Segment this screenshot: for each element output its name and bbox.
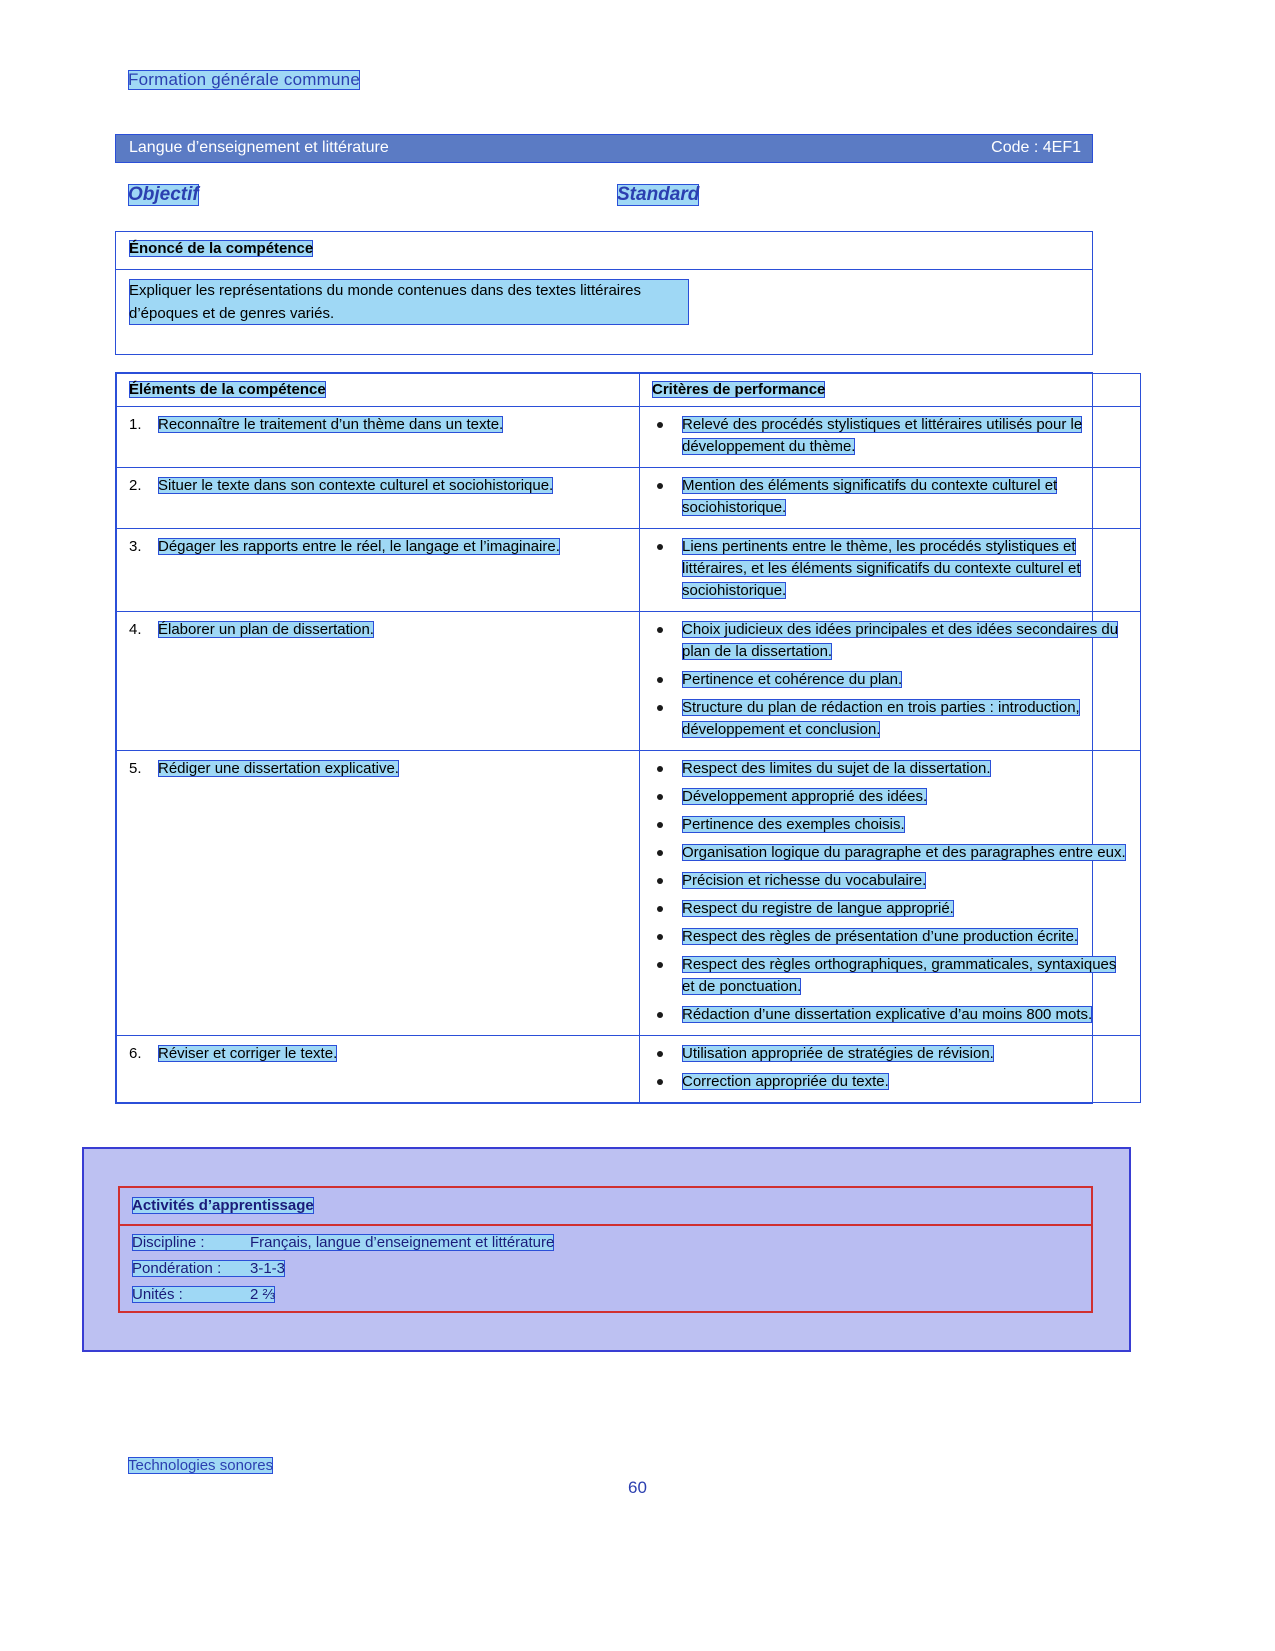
competence-statement-text: Expliquer les représentations du monde contenues dans des textes littéraires d’époques et de genres variés. xyxy=(129,279,689,325)
element-number: 1. xyxy=(129,416,142,433)
footer-page-number: 60 xyxy=(628,1478,647,1497)
bullet-icon xyxy=(657,1051,663,1057)
table-row xyxy=(117,529,1141,612)
divider xyxy=(120,1224,1091,1226)
divider xyxy=(116,269,1092,270)
competence-criteria-table xyxy=(115,372,1126,1104)
list-item xyxy=(648,842,1130,864)
element-number: 2. xyxy=(129,477,142,494)
objective-standard-headings xyxy=(128,184,1093,208)
element-text: Rédiger une dissertation explicative. xyxy=(158,760,399,777)
units-label: Unités : xyxy=(132,1286,183,1303)
discipline-label: Discipline : xyxy=(132,1234,205,1251)
bullet-icon xyxy=(657,794,663,800)
bullet-icon xyxy=(657,850,663,856)
bullet-icon xyxy=(657,1012,663,1018)
competence-statement-title: Énoncé de la compétence xyxy=(129,240,314,257)
list-item xyxy=(648,619,1130,663)
activities-ponderation-row xyxy=(132,1260,285,1277)
activities-units-row xyxy=(132,1286,275,1303)
criterion-text: Liens pertinents entre le thème, les procédés stylistiques et littéraires, et les éléments significatifs du contexte culturel et sociohistorique. xyxy=(682,538,1081,599)
program-line: Formation générale commune xyxy=(128,70,360,89)
element-cell xyxy=(117,468,640,529)
bullet-icon xyxy=(657,822,663,828)
table-row xyxy=(117,468,1141,529)
list-item xyxy=(648,898,1130,920)
criterion-text: Correction appropriée du texte. xyxy=(682,1073,889,1090)
element-number: 5. xyxy=(129,760,142,777)
criterion-text: Rédaction d’une dissertation explicative d’au moins 800 mots. xyxy=(682,1006,1093,1023)
criterion-text: Relevé des procédés stylistiques et littéraires utilisés pour le développement du thème. xyxy=(682,416,1083,455)
list-item xyxy=(648,1004,1130,1026)
criterion-text: Précision et richesse du vocabulaire. xyxy=(682,872,927,889)
element-cell xyxy=(117,529,640,612)
bullet-icon xyxy=(657,906,663,912)
bullet-icon xyxy=(657,677,663,683)
discipline-value: Français, langue d’enseignement et littérature xyxy=(250,1234,555,1251)
criterion-text: Pertinence et cohérence du plan. xyxy=(682,671,903,688)
criterion-text: Structure du plan de rédaction en trois parties : introduction, développement et conclusion. xyxy=(682,699,1080,738)
units-value: 2 ⅔ xyxy=(250,1286,276,1303)
list-item xyxy=(648,475,1130,519)
criterion-text: Respect des règles de présentation d’une production écrite. xyxy=(682,928,1079,945)
table-row xyxy=(117,612,1141,751)
competence-statement-box xyxy=(115,231,1093,355)
table-header-row xyxy=(117,374,1141,407)
element-number: 4. xyxy=(129,621,142,638)
criterion-text: Utilisation appropriée de stratégies de révision. xyxy=(682,1045,994,1062)
bullet-icon xyxy=(657,483,663,489)
criterion-text: Développement approprié des idées. xyxy=(682,788,928,805)
element-text: Élaborer un plan de dissertation. xyxy=(158,621,374,638)
element-text: Reconnaître le traitement d’un thème dans un texte. xyxy=(158,416,504,433)
list-item xyxy=(648,697,1130,741)
list-item xyxy=(648,814,1130,836)
criterion-text: Mention des éléments significatifs du contexte culturel et sociohistorique. xyxy=(682,477,1058,516)
element-number: 6. xyxy=(129,1045,142,1062)
bullet-icon xyxy=(657,1079,663,1085)
criteria-cell xyxy=(640,407,1141,468)
criterion-text: Respect des règles orthographiques, grammaticales, syntaxiques et de ponctuation. xyxy=(682,956,1117,995)
element-number: 3. xyxy=(129,538,142,555)
table-row xyxy=(117,1036,1141,1103)
list-item xyxy=(648,669,1130,691)
bullet-icon xyxy=(657,705,663,711)
criteria-cell xyxy=(640,751,1141,1036)
list-item xyxy=(648,536,1130,602)
criteria-cell xyxy=(640,529,1141,612)
element-cell xyxy=(117,407,640,468)
element-cell xyxy=(117,1036,640,1103)
column-header-criteria-label: Critères de performance xyxy=(652,381,826,398)
bullet-icon xyxy=(657,766,663,772)
table-row xyxy=(117,751,1141,1036)
list-item xyxy=(648,1043,1130,1065)
discipline-header-code: Code : 4EF1 xyxy=(991,139,1081,156)
activities-discipline-row xyxy=(132,1234,554,1251)
list-item xyxy=(648,758,1130,780)
criterion-text: Pertinence des exemples choisis. xyxy=(682,816,905,833)
criterion-text: Choix judicieux des idées principales et des idées secondaires du plan de la dissertation. xyxy=(682,621,1119,660)
activities-box xyxy=(118,1186,1093,1313)
discipline-header-bar xyxy=(115,134,1093,163)
list-item xyxy=(648,1071,1130,1093)
criterion-text: Respect des limites du sujet de la dissertation. xyxy=(682,760,991,777)
column-header-elements-label: Éléments de la compétence xyxy=(129,381,326,398)
discipline-header-title: Langue d’enseignement et littérature xyxy=(129,139,389,156)
table-row xyxy=(117,407,1141,468)
list-item xyxy=(648,870,1130,892)
bullet-icon xyxy=(657,544,663,550)
bullet-icon xyxy=(657,422,663,428)
list-item xyxy=(648,954,1130,998)
ponderation-label: Pondération : xyxy=(132,1260,222,1277)
criterion-text: Organisation logique du paragraphe et des paragraphes entre eux. xyxy=(682,844,1126,861)
criteria-cell xyxy=(640,1036,1141,1103)
criterion-text: Respect du registre de langue approprié. xyxy=(682,900,954,917)
activities-title: Activités d’apprentissage xyxy=(132,1197,314,1214)
list-item xyxy=(648,786,1130,808)
criteria-cell xyxy=(640,612,1141,751)
element-text: Dégager les rapports entre le réel, le langage et l’imaginaire. xyxy=(158,538,560,555)
ponderation-value: 3-1-3 xyxy=(250,1260,286,1277)
element-cell xyxy=(117,612,640,751)
list-item xyxy=(648,414,1130,458)
bullet-icon xyxy=(657,934,663,940)
bullet-icon xyxy=(657,627,663,633)
element-cell xyxy=(117,751,640,1036)
column-header-elements xyxy=(117,374,640,407)
list-item xyxy=(648,926,1130,948)
column-header-criteria xyxy=(640,374,1141,407)
bullet-icon xyxy=(657,962,663,968)
bullet-icon xyxy=(657,878,663,884)
element-text: Réviser et corriger le texte. xyxy=(158,1045,338,1062)
objective-heading: Objectif xyxy=(128,184,199,205)
element-text: Situer le texte dans son contexte culturel et sociohistorique. xyxy=(158,477,554,494)
criteria-cell xyxy=(640,468,1141,529)
standard-heading: Standard xyxy=(617,184,700,205)
footer-program-name: Technologies sonores xyxy=(128,1457,274,1474)
